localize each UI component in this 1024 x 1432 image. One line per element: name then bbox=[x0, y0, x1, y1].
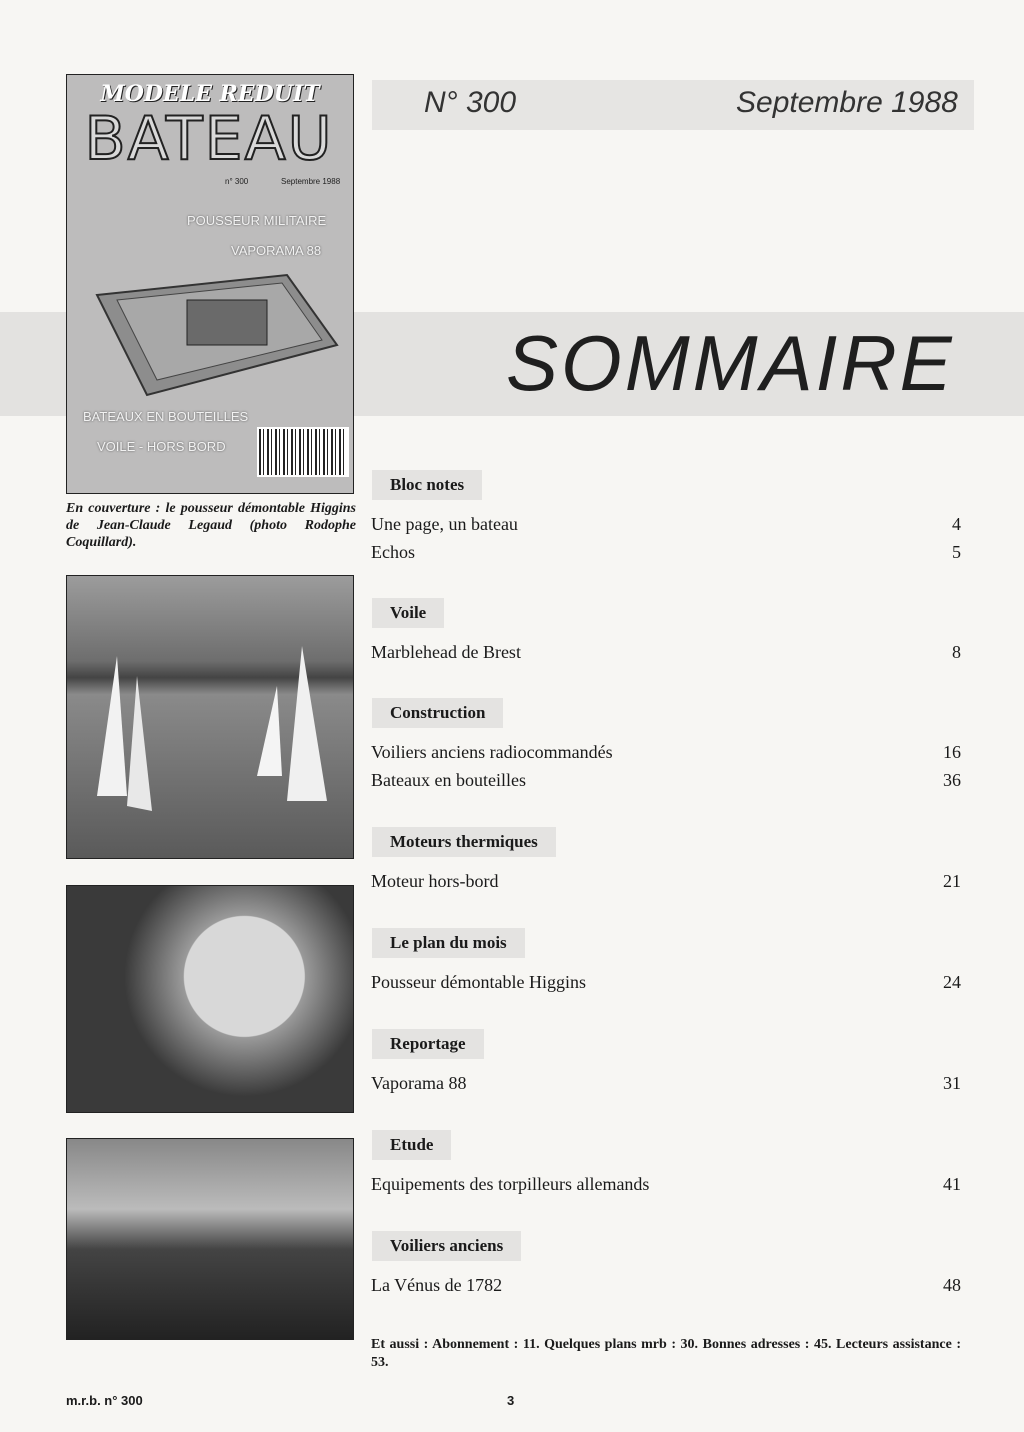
cover-issue-line: n° 300 bbox=[225, 177, 249, 186]
page-title: SOMMAIRE bbox=[506, 319, 955, 407]
toc-entry-page: 4 bbox=[952, 514, 961, 534]
section-heading: Voile bbox=[372, 598, 444, 628]
toc-entry[interactable] bbox=[371, 642, 961, 663]
toc-entry[interactable] bbox=[371, 972, 961, 993]
tugboat-photo bbox=[66, 1138, 354, 1340]
toc-entry[interactable] bbox=[371, 871, 961, 892]
cover-month-line: Septembre 1988 bbox=[281, 177, 341, 186]
boat-illustration bbox=[87, 255, 347, 405]
toc-entry-title: Marblehead de Brest bbox=[371, 642, 521, 662]
toc-entry-title: La Vénus de 1782 bbox=[371, 1275, 503, 1295]
toc-entry[interactable] bbox=[371, 1073, 961, 1094]
toc-entry[interactable] bbox=[371, 514, 961, 535]
cover-masthead-small: MODELE REDUIT bbox=[100, 81, 320, 107]
page-number: 3 bbox=[507, 1393, 515, 1408]
et-aussi-note: Et aussi : Abonnement : 11. Quelques plans mrb : 30. Bonnes adresses : 45. Lecteurs assistance : 53. bbox=[371, 1337, 961, 1370]
section-heading: Construction bbox=[372, 698, 503, 728]
sailboats-photo bbox=[66, 575, 354, 859]
toc-entry-page: 24 bbox=[943, 972, 961, 992]
toc-entry-page: 31 bbox=[943, 1073, 961, 1093]
sailboats-illustration bbox=[67, 576, 353, 858]
issue-date: Septembre 1988 bbox=[736, 86, 958, 119]
toc-entry[interactable] bbox=[371, 542, 961, 563]
section-heading: Voiliers anciens bbox=[372, 1231, 521, 1261]
cover-caption: En couverture : le pousseur démontable Higgins de Jean-Claude Legaud (photo Rodophe Coquillard). bbox=[66, 501, 356, 550]
barcode bbox=[257, 427, 349, 477]
toc-entry-title: Echos bbox=[371, 542, 415, 562]
section-heading: Moteurs thermiques bbox=[372, 827, 556, 857]
cover-headline-2: VAPORAMA 88 bbox=[231, 243, 322, 258]
toc-entry-page: 16 bbox=[943, 742, 961, 762]
toc-entry-title: Equipements des torpilleurs allemands bbox=[371, 1174, 650, 1194]
cover-headline-4: VOILE - HORS BORD bbox=[97, 439, 226, 454]
issue-number: N° 300 bbox=[424, 86, 517, 119]
toc-entry-title: Bateaux en bouteilles bbox=[371, 770, 526, 790]
footer-magazine: m.r.b. n° 300 bbox=[66, 1393, 143, 1408]
cover-image bbox=[66, 74, 354, 494]
section-heading: Reportage bbox=[372, 1029, 484, 1059]
toc-entry[interactable] bbox=[371, 1174, 961, 1195]
toc-entry-title: Moteur hors-bord bbox=[371, 871, 499, 891]
cover-headline-1: POUSSEUR MILITAIRE bbox=[187, 213, 327, 228]
toc-entry-page: 21 bbox=[943, 871, 961, 891]
ship-in-bottle-photo bbox=[66, 885, 354, 1113]
cover-masthead: BATEAU bbox=[84, 104, 334, 174]
toc-entry-page: 5 bbox=[952, 542, 961, 562]
section-heading: Le plan du mois bbox=[372, 928, 525, 958]
toc-entry-page: 41 bbox=[943, 1174, 961, 1194]
toc-entry-page: 8 bbox=[952, 642, 961, 662]
section-heading: Etude bbox=[372, 1130, 451, 1160]
cover-headline-3: BATEAUX EN BOUTEILLES bbox=[83, 409, 249, 424]
toc-entry-page: 48 bbox=[943, 1275, 961, 1295]
toc-entry-title: Une page, un bateau bbox=[371, 514, 518, 534]
toc-entry-page: 36 bbox=[943, 770, 961, 790]
toc-entry-title: Voiliers anciens radiocommandés bbox=[371, 742, 613, 762]
toc-entry-title: Vaporama 88 bbox=[371, 1073, 467, 1093]
toc-entry[interactable] bbox=[371, 742, 961, 763]
toc-entry[interactable] bbox=[371, 770, 961, 791]
section-heading: Bloc notes bbox=[372, 470, 482, 500]
toc-entry-title: Pousseur démontable Higgins bbox=[371, 972, 586, 992]
toc-entry[interactable] bbox=[371, 1275, 961, 1296]
